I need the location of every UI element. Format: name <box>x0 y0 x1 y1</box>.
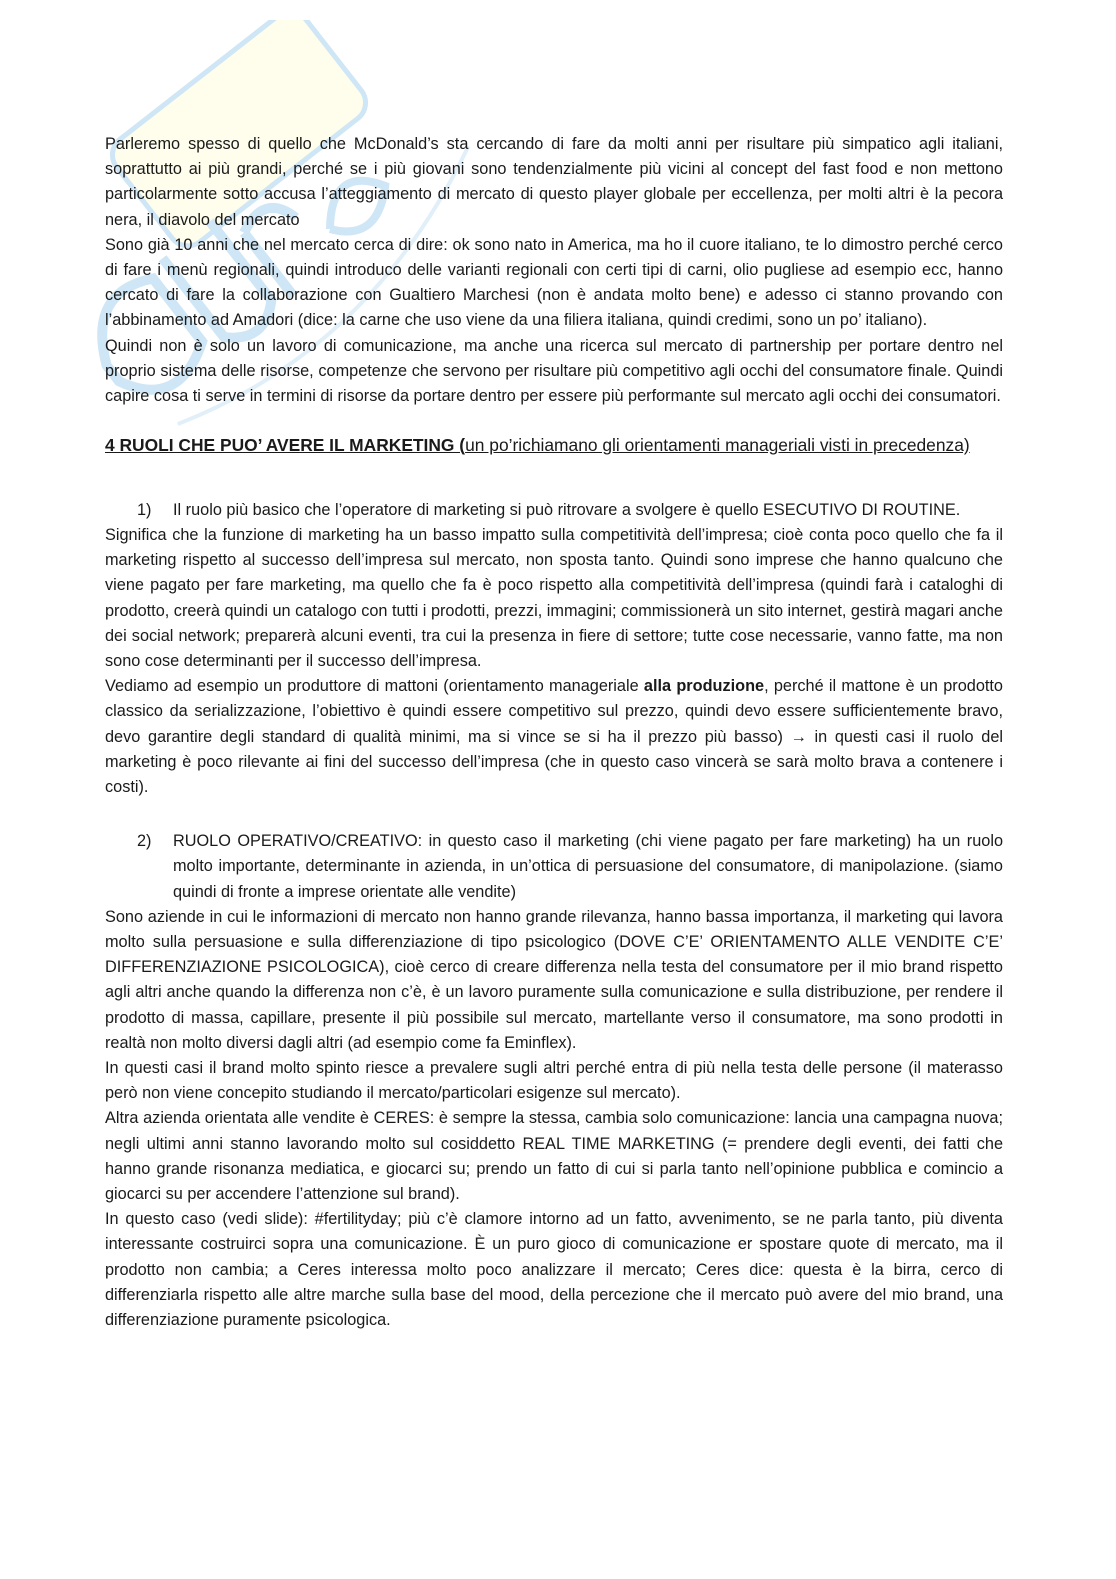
intro-paragraph-3: Quindi non è solo un lavoro di comunicazione, ma anche una ricerca sul mercato di partnership per portare dentro nel proprio sistema delle risorse, competenze che servono per risultare più competitivo agli occhi del consumatore finale. Quindi capire cosa ti serve in termini di risorse da portare dentro per essere più performante sul mercato agli occhi dei consumatori. <box>105 336 1003 406</box>
role-1-text: Il ruolo più basico che l’operatore di marketing si può ritrovare a svolgere è quello ESECUTIVO DI ROUTINE. <box>173 500 961 519</box>
role-1-paragraph-2-a: Vediamo ad esempio un produttore di mattoni (orientamento manageriale <box>105 677 644 696</box>
section-heading-bold: 4 RUOLI CHE PUO’ AVERE IL MARKETING ( <box>105 435 466 456</box>
document-page <box>105 132 1003 1333</box>
role-2-list-item <box>105 829 1003 905</box>
role-2-paragraph-1: Sono aziende in cui le informazioni di mercato non hanno grande rilevanza, hanno bassa importanza, il marketing qui lavora molto sulla persuasione e sulla differenziazione di tipo psicologico (DOVE C’E’ ORIENTAMENTO ALLE VENDITE C’E’ DIFFERENZIAZIONE PSICOLOGICA), cioè cerco di creare differenza nella testa del consumatore per il mio brand rispetto agli altri anche quando la differenza non c’è, è un lavoro puramente sulla comunicazione e sulla distribuzione, per rendere il prodotto di massa, capillare, presente il più possibile sul mercato, martellante verso il consumatore, ma sono prodotti in realtà non molto diversi dagli altri (ad esempio come fa Eminflex). <box>105 907 1003 1052</box>
intro-paragraph-2: Sono già 10 anni che nel mercato cerca di dire: ok sono nato in America, ma ho il cuore italiano, te lo dimostro perché cerco di fare i menù regionali, quindi introduco delle varianti regionali con certi tipi di carni, olio pugliese ad esempio ecc, hanno cercato di fare la collaborazione con Gualtiero Marchesi (non è andata molto bene) e adesso ci stanno provando con l’abbinamento ad Amadori (dice: la carne che uso viene da una filiera italiana, quindi credimi, sono un po’ italiano). <box>105 235 1003 330</box>
arrow-right-icon: → <box>790 727 807 746</box>
section-heading-subtitle: un po’richiamano gli orientamenti manageriali visti in precedenza) <box>465 435 970 456</box>
role-1-paragraph-2-c: in questi casi il ruolo del marketing è poco rilevante ai fini del successo dell’impresa (che in questo caso vincerà se sarà molto brava a contenere i costi). <box>105 727 1003 796</box>
role-1-paragraph-1: Significa che la funzione di marketing ha un basso impatto sulla competitività dell’impresa; cioè conta poco quello che fa il marketing rispetto al successo dell’impresa sul mercato, non sposta tanto. Quindi sono imprese che hanno qualcuno che viene pagato per fare marketing, ma quello che fa è poco rispetto alla competitività dell’impresa (quindi farà i cataloghi di prodotto, creerà quindi un catalogo con tutti i prodotti, prezzi, immagini; commissionerà un sito internet, gestirà magari anche dei social network; preparerà alcuni eventi, tra cui la presenza in fiere di settore; tutte cose necessarie, vanno fatte, ma non sono cose determinanti per il successo dell’impresa. <box>105 525 1003 670</box>
role-1-paragraph-2-bold: alla produzione <box>643 677 765 696</box>
role-2-number: 2) <box>137 832 152 851</box>
intro-paragraph-1: Parleremo spesso di quello che McDonald’s sta cercando di fare da molti anni per risultare più simpatico agli italiani, soprattutto ai più grandi, perché se i più giovani sono tendenzialmente più vicini al concept del fast food e non mettono particolarmente sotto accusa l’atteggiamento di mercato di questo player globale per eccellenza, per molti altri è la pecora nera, il diavolo del mercato <box>105 135 1003 229</box>
role-1-list-item <box>105 498 1003 523</box>
role-2-text: RUOLO OPERATIVO/CREATIVO: in questo caso il marketing (chi viene pagato per fare marketing) ha un ruolo molto importante, determinante in azienda, in un’ottica di persuasione del consumatore, di manipolazione. (siamo quindi di fronte a imprese orientate alle vendite) <box>173 832 1003 901</box>
role-2-paragraph-3: Altra azienda orientata alle vendite è CERES: è sempre la stessa, cambia solo comunicazione: lancia una campagna nuova; negli ultimi anni stanno lavorando molto sul cosiddetto REAL TIME MARKETING (= prendere degli eventi, dei fatti che hanno grande risonanza mediatica, e giocarci su; prendo un fatto di cui si parla tanto nell’opinione pubblica e comincio a giocarci su per accendere l’attenzione sul brand). <box>105 1109 1003 1204</box>
section-heading <box>105 433 1003 459</box>
role-1-number: 1) <box>137 500 152 519</box>
role-1-paragraph-2 <box>105 674 1003 800</box>
role-2-paragraph-4: In questo caso (vedi slide): #fertilityday; più c’è clamore intorno ad un fatto, avvenimento, se ne parla tanto, più diventa interessante costruirci sopra una comunicazione. È un puro gioco di comunicazione er spostare quote di mercato, ma il prodotto non cambia; a Ceres interessa molto poco analizzare il mercato; Ceres dice: questa è la birra, cerco di differenziarla rispetto alle altre marche sulla base del mood, della percezione che il mercato può avere del mio brand, una differenziazione puramente psicologica. <box>105 1210 1003 1330</box>
role-2-paragraph-2: In questi casi il brand molto spinto riesce a prevalere sugli altri perché entra di più nella testa delle persone (il materasso però non viene concepito studiando il mercato/particolari esigenze sul mercato). <box>105 1059 1003 1103</box>
role-1-paragraph-2-b: , perché il mattone è un prodotto classico da serializzazione, l’obiettivo è quindi essere competitivo sul prezzo, quindi devo essere sufficientemente bravo, devo garantire degli standard di qualità minimi, ma si vince se si ha il prezzo più basso) <box>105 677 1003 746</box>
